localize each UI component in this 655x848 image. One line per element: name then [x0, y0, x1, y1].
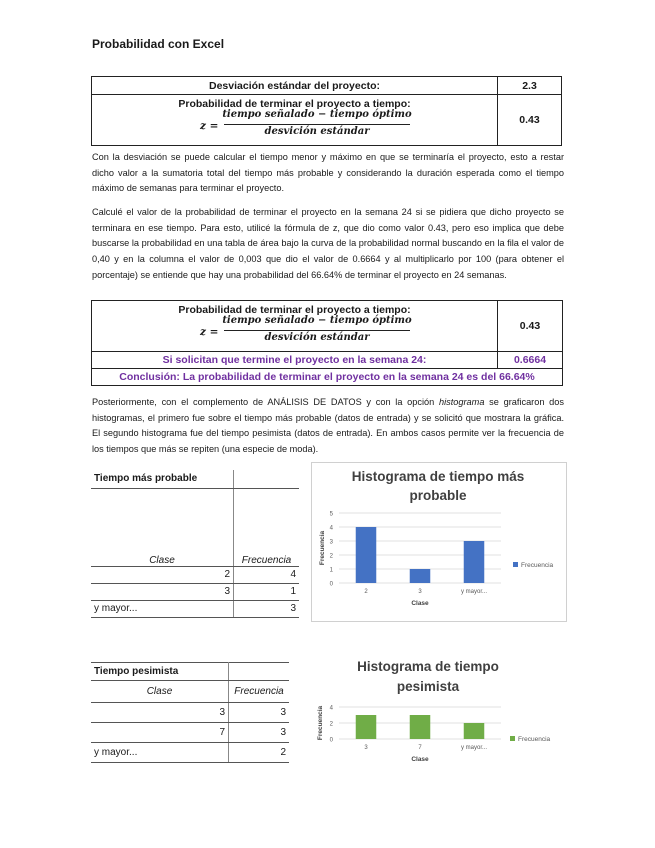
probability-label-2: Probabilidad de terminar el proyecto a tiempo: [178, 304, 411, 316]
std-dev-table [91, 76, 562, 146]
bar [410, 569, 431, 583]
y-tick-label: 2 [329, 721, 333, 728]
excel1-row1-clase: 2 [91, 566, 234, 583]
paragraph-3 [92, 395, 564, 458]
paragraph-1: Con la desviación se puede calcular el tiempo menor y máximo en que se terminaría el proyecto, esto a restar dicho valor a la sumatoria total del tiempo más probable y considerando la duración esperada como el tiempo máximo de semanas para terminar el proyecto. [92, 152, 564, 194]
bar [356, 715, 377, 739]
histogram-most-likely [311, 462, 567, 622]
y-tick-label: 5 [329, 511, 333, 518]
chart-title-line: Histograma de tiempo [357, 659, 499, 674]
excel-table-pessimistic [91, 662, 289, 763]
excel1-row2-freq: 1 [234, 583, 300, 600]
excel2-row1-clase: 3 [91, 703, 229, 723]
x-tick-label: 7 [418, 745, 422, 751]
excel2-row2-clase: 7 [91, 723, 229, 743]
y-axis-label: Frecuencia [317, 705, 324, 741]
page-title: Probabilidad con Excel [92, 37, 225, 51]
formula-denominator-2: desvición estándar [264, 332, 370, 343]
probability-label: Probabilidad de terminar el proyecto a tiempo: [178, 98, 411, 110]
excel2-row3-clase: y mayor... [91, 743, 229, 763]
paragraph-3-text-a: Posteriormente, con el complemento de ANÁLISIS DE DATOS y con la opción [92, 397, 439, 407]
y-tick-label: 3 [329, 539, 333, 546]
excel1-row2-clase: 3 [91, 583, 234, 600]
formula-denominator: desvición estándar [264, 126, 370, 137]
paragraph-2: Calculé el valor de la probabilidad de terminar el proyecto en la semana 24 si se pidiera que dicho proyecto se terminara en ese tiempo. Para esto, utilicé la fórmula de z, que dio como valor 0.43, pero eso implica que debe buscarse la probabilidad en una tabla de área bajo la curva de la probabilidad normal buscando en la fila el valor de 0,40 y en la columna el valor de 0,003 que dio el valor de 0.6664 y al multiplicarlo por 100 (para obtener el porcentaje) se entiende que hay una probabilidad del 66.64% de terminar el proyecto en 24 semanas. [92, 207, 564, 280]
excel2-row1-freq: 3 [229, 703, 290, 723]
chart-title-line: pesimista [396, 679, 460, 694]
probability-value-2: 0.43 [498, 301, 563, 352]
z-formula-2 [92, 301, 497, 351]
bar [464, 541, 485, 583]
excel2-title: Tiempo pesimista [91, 663, 229, 681]
excel2-col-freq: Frecuencia [229, 681, 290, 703]
x-tick-label: y mayor... [460, 589, 488, 595]
week-label: Si solicitan que termine el proyecto en la semana 24: [92, 352, 498, 369]
excel1-col-clase: Clase [91, 488, 234, 566]
legend-label: Frecuencia [518, 736, 551, 743]
histogram-pessimistic [311, 652, 567, 774]
excel1-row1-freq: 4 [234, 566, 300, 583]
paragraph-3-emphasis: histograma [438, 397, 485, 407]
excel2-col-clase: Clase [91, 681, 229, 703]
excel2-row3-freq: 2 [229, 743, 290, 763]
x-tick-label: 3 [418, 589, 422, 595]
excel1-empty [234, 470, 300, 488]
legend-label: Frecuencia [521, 562, 554, 569]
x-axis-label: Clase [411, 756, 429, 763]
y-tick-label: 0 [329, 581, 333, 588]
z-symbol-2: z = [200, 326, 219, 338]
conclusion: Conclusión: La probabilidad de terminar el proyecto en la semana 24 es del 66.64% [92, 369, 563, 386]
z-symbol: z = [200, 120, 219, 132]
y-axis-label: Frecuencia [319, 530, 326, 566]
x-tick-label: 2 [364, 589, 368, 595]
legend-swatch [510, 736, 515, 741]
week-value: 0.6664 [498, 352, 563, 369]
y-tick-label: 4 [329, 705, 333, 712]
chart-title-line: probable [409, 488, 467, 503]
bar [356, 527, 377, 583]
excel1-row3-clase: y mayor... [91, 600, 234, 617]
z-formula [92, 95, 497, 145]
fraction-bar [224, 124, 410, 125]
fraction-bar-2 [224, 330, 410, 331]
bar [464, 723, 485, 739]
excel1-col-freq: Frecuencia [234, 488, 300, 566]
y-tick-label: 0 [329, 737, 333, 744]
legend-swatch [513, 562, 518, 567]
std-dev-label: Desviación estándar del proyecto: [92, 77, 498, 95]
x-axis-label: Clase [411, 600, 429, 607]
std-dev-value: 2.3 [498, 77, 562, 95]
formula-numerator: tiempo señalado − tiempo óptimo [222, 109, 412, 120]
excel1-row3-freq: 3 [234, 600, 300, 617]
excel2-empty [229, 663, 290, 681]
histogram-most-likely-svg [312, 463, 566, 621]
probability-table [91, 300, 563, 386]
y-tick-label: 1 [329, 567, 333, 574]
excel2-row2-freq: 3 [229, 723, 290, 743]
paragraph-3-text-b: se graficaron dos histogramas, el primero fue sobre el tiempo más probable (datos de entrada) y se solicitó que mostrara la gráfica. El segundo histograma fue del tiempo pesimista (datos de entrada). En ambos casos permite ver la frecuencia de los tiempos que más se repiten (una especie de moda). [92, 397, 564, 455]
chart-title-line: Histograma de tiempo más [351, 469, 525, 484]
probability-value: 0.43 [498, 95, 562, 146]
y-tick-label: 4 [329, 525, 333, 532]
excel-table-most-likely [91, 470, 299, 618]
formula-numerator-2: tiempo señalado − tiempo óptimo [222, 315, 412, 326]
bar [410, 715, 431, 739]
x-tick-label: y mayor... [460, 745, 488, 751]
excel1-title: Tiempo más probable [91, 470, 234, 488]
histogram-pessimistic-svg [312, 653, 566, 773]
y-tick-label: 2 [329, 553, 333, 560]
x-tick-label: 3 [364, 745, 368, 751]
